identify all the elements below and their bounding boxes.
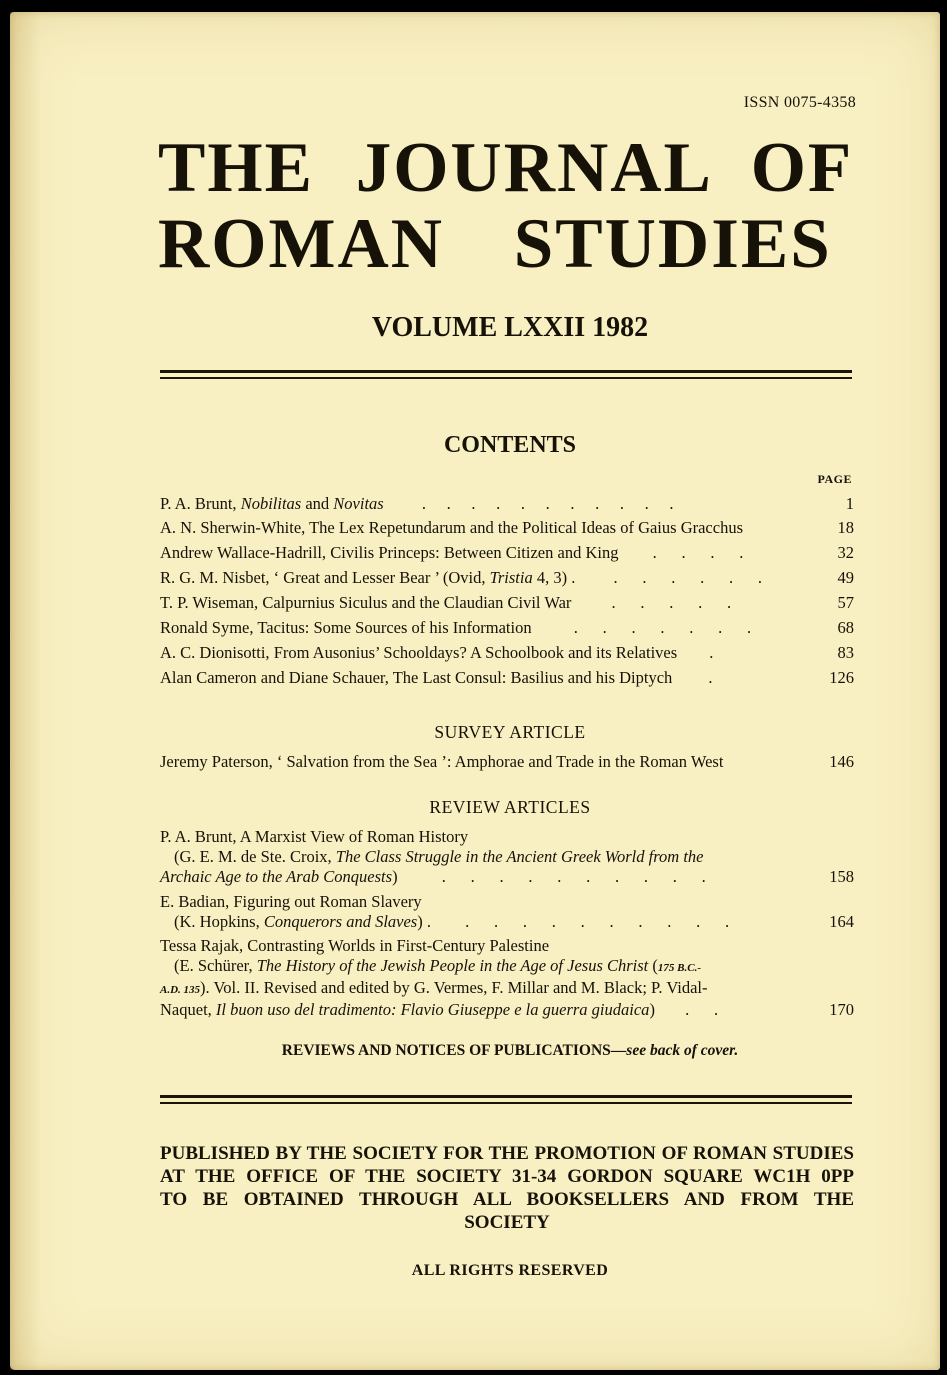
entry-title: Calpurnius Siculus and the Claudian Civil War bbox=[262, 593, 572, 612]
entry-author: R. G. M. Nisbet, bbox=[160, 568, 270, 587]
rights-reserved: ALL RIGHTS RESERVED bbox=[411, 1262, 609, 1279]
review-line bbox=[160, 912, 854, 932]
reviews-notice-text: REVIEWS AND NOTICES OF PUBLICATIONS— bbox=[281, 1042, 627, 1059]
contents-heading: CONTENTS bbox=[443, 432, 577, 458]
entry-title: The Last Consul: Basilius and his Diptych bbox=[392, 668, 673, 687]
entry-page: 68 bbox=[837, 618, 854, 637]
entry-author: A. C. Dionisotti, bbox=[160, 643, 270, 662]
dot-leader: . bbox=[709, 643, 714, 662]
journal-title bbox=[158, 130, 858, 282]
date-range: A.D. 135 bbox=[160, 984, 201, 996]
dot-leader: . . bbox=[685, 1000, 719, 1019]
entry-author: Andrew Wallace-Hadrill, bbox=[160, 543, 327, 562]
dot-leader: . . . . . . . . . . . bbox=[421, 494, 674, 513]
entry-title-2: Novitas bbox=[333, 494, 384, 513]
publisher-line: TO BE OBTAINED THROUGH ALL BOOKSELLERS AND FROM THE bbox=[160, 1189, 854, 1210]
entry-page: 146 bbox=[829, 752, 854, 771]
publisher-line: SOCIETY bbox=[464, 1212, 550, 1233]
paren: ) bbox=[392, 867, 398, 886]
review-reviewed-author: (G. E. M. de Ste. Croix, bbox=[174, 847, 332, 866]
contents-entry: P. A. Brunt, Nobilitas and Novitas . . . . . . . . . . . 1 bbox=[160, 494, 854, 513]
review-line bbox=[160, 847, 854, 867]
paren: ) . bbox=[417, 912, 431, 931]
entry-page: 1 bbox=[845, 494, 854, 513]
entry-author: Jeremy Paterson, bbox=[160, 752, 273, 771]
review-editors: ). Vol. II. Revised and edited by G. Vermes, F. Millar and M. Black; P. Vidal- bbox=[200, 978, 708, 997]
contents-entry bbox=[160, 518, 854, 538]
entry-author: P. A. Brunt, bbox=[160, 494, 237, 513]
review-line: Tessa Rajak, Contrasting Worlds in First-Century Palestine bbox=[160, 936, 550, 955]
review-line bbox=[160, 867, 854, 887]
entry-title: The Lex Repetundarum and the Political Ideas of Gaius Gracchus bbox=[309, 518, 743, 537]
bottom-double-rule bbox=[160, 1095, 852, 1104]
contents-entry bbox=[160, 543, 854, 563]
dot-leader: . . . . . . . . . . bbox=[465, 912, 730, 931]
entry-title: Civilis Princeps: Between Citizen and King bbox=[330, 543, 619, 562]
review-entry-2 bbox=[160, 892, 854, 932]
review-line bbox=[160, 978, 854, 1000]
review-book-title: The Class Struggle in the Ancient Greek World from the bbox=[335, 847, 704, 866]
entry-page: 57 bbox=[837, 593, 854, 612]
review-book-title: Il buon uso del tradimento: Flavio Giuseppe e la guerra giudaica bbox=[215, 1000, 650, 1019]
survey-heading: SURVEY ARTICLE bbox=[434, 722, 586, 742]
entry-title: Nobilitas bbox=[240, 494, 302, 513]
reviews-notice bbox=[160, 1042, 860, 1060]
review-entry-1 bbox=[160, 827, 854, 887]
review-reviewed-author: (E. Schürer, bbox=[174, 956, 253, 975]
review-book-title: Conquerors and Slaves bbox=[263, 912, 418, 931]
publisher-statement bbox=[160, 1142, 854, 1234]
entry-title: Tacitus: Some Sources of his Information bbox=[257, 618, 532, 637]
reviews-notice-italic: see back of cover. bbox=[626, 1042, 739, 1059]
entry-page: 164 bbox=[829, 912, 854, 931]
dot-leader: . . . . . . . . . . bbox=[441, 867, 706, 886]
paren: ( bbox=[652, 956, 658, 975]
entry-author: A. N. Sherwin-White, bbox=[160, 518, 306, 537]
contents-entry bbox=[160, 618, 854, 638]
entry-author: T. P. Wiseman, bbox=[160, 593, 259, 612]
dot-leader: . . . . . bbox=[611, 593, 732, 612]
entry-page: 83 bbox=[837, 643, 854, 662]
entry-page: 170 bbox=[829, 1000, 854, 1019]
entry-page: 18 bbox=[837, 518, 854, 537]
review-line bbox=[160, 956, 854, 978]
entry-page: 49 bbox=[837, 568, 854, 587]
review-line: E. Badian, Figuring out Roman Slavery bbox=[160, 892, 422, 911]
page-column-label: PAGE bbox=[817, 472, 852, 486]
cover-spine-shading bbox=[10, 12, 48, 1370]
top-double-rule bbox=[160, 370, 852, 379]
entry-title: From Ausonius’ Schooldays? A Schoolbook and its Relatives bbox=[273, 643, 678, 662]
entry-page: 126 bbox=[829, 668, 854, 687]
review-line: P. A. Brunt, A Marxist View of Roman History bbox=[160, 827, 469, 846]
entry-page: 32 bbox=[837, 543, 854, 562]
journal-title-line-1: THE JOURNAL OF bbox=[158, 129, 854, 207]
entry-author: Alan Cameron and Diane Schauer, bbox=[160, 668, 389, 687]
survey-entry bbox=[160, 752, 854, 772]
dot-leader: . . . . bbox=[652, 543, 744, 562]
contents-entry bbox=[160, 593, 854, 613]
review-line bbox=[160, 1000, 854, 1020]
date-range: 175 B.C.- bbox=[657, 962, 701, 974]
dot-leader: . . . . . . bbox=[613, 568, 762, 587]
contents-entry bbox=[160, 668, 854, 688]
contents-entry: R. G. M. Nisbet, ‘ Great and Lesser Bear ’ (Ovid, Tristia 4, 3) . . . . . . . 49 bbox=[160, 568, 854, 587]
entry-page: 158 bbox=[829, 867, 854, 886]
issn-number: ISSN 0075-4358 bbox=[743, 94, 856, 111]
review-reviewed-author: (K. Hopkins, bbox=[174, 912, 260, 931]
journal-cover bbox=[10, 12, 940, 1370]
publisher-line: AT THE OFFICE OF THE SOCIETY 31-34 GORDON SQUARE WC1H 0PP bbox=[160, 1166, 854, 1187]
publisher-line: PUBLISHED BY THE SOCIETY FOR THE PROMOTION OF ROMAN STUDIES bbox=[160, 1143, 854, 1164]
review-book-title: Archaic Age to the Arab Conquests bbox=[160, 867, 393, 886]
review-heading: REVIEW ARTICLES bbox=[429, 797, 591, 817]
entry-title-italic: Tristia bbox=[489, 568, 533, 587]
entry-author: Ronald Syme, bbox=[160, 618, 254, 637]
volume-label: VOLUME LXXII 1982 bbox=[371, 312, 649, 343]
entry-title: ‘ Salvation from the Sea ’: Amphorae and Trade in the Roman West bbox=[276, 752, 724, 771]
review-entry-3 bbox=[160, 936, 854, 1020]
contents-entry bbox=[160, 643, 854, 663]
dot-leader: . . . . . . . bbox=[573, 618, 752, 637]
paren: ) bbox=[649, 1000, 655, 1019]
review-book-title: The History of the Jewish People in the Age of Jesus Christ bbox=[256, 956, 649, 975]
review-reviewed-author: Naquet, bbox=[160, 1000, 212, 1019]
dot-leader: . bbox=[708, 668, 713, 687]
journal-title-line-2: ROMAN STUDIES bbox=[158, 205, 832, 283]
